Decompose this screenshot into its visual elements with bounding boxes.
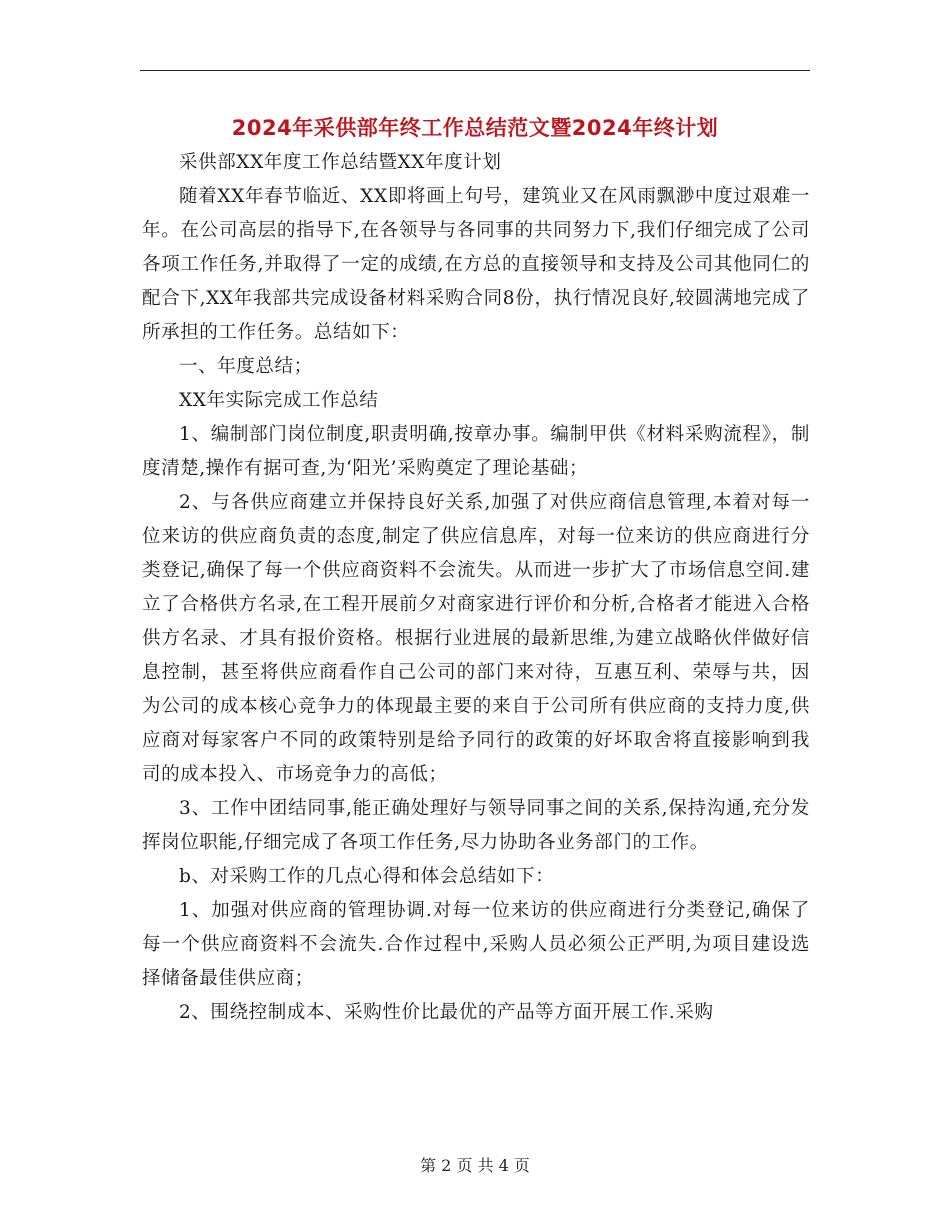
- paragraph: 3、工作中团结同事,能正确处理好与领导同事之间的关系,保持沟通,充分发挥岗位职能,仔细完成了各项工作任务,尽力协助各业务部门的工作。: [142, 798, 810, 853]
- paragraph: 2、围绕控制成本、采购性价比最优的产品等方面开展工作.采购: [179, 1002, 714, 1023]
- header-rule: [140, 70, 810, 71]
- section-heading: 一、年度总结；: [179, 356, 313, 377]
- document-title: 2024年采供部年终工作总结范文暨2024年终计划: [231, 116, 719, 140]
- page-number: 第 2 页 共 4 页: [420, 1156, 530, 1175]
- paragraph: 采供部XX年度工作总结暨XX年度计划: [179, 152, 502, 173]
- subsection-heading: b、对采购工作的几点心得和体会总结如下：: [179, 866, 555, 887]
- document-body: [142, 146, 810, 1030]
- paragraph: 2、与各供应商建立并保持良好关系,加强了对供应商信息管理,本着对每一位来访的供应商负责的态度,制定了供应信息库，对每一位来访的供应商进行分类登记,确保了每一个供应商资料不会流失。从而进一步扩大了市场信息空间.建立了合格供方名录,在工程开展前夕对商家进行评价和分析,合格者才能进入合格供方名录、才具有报价资格。根据行业进展的最新思维,为建立战略伙伴做好信息控制，甚至将供应商看作自己公司的部门来对待，互惠互利、荣辱与共，因为公司的成本核心竞争力的体现最主要的来自于公司所有供应商的支持力度,供应商对每家客户不同的政策特别是给予同行的政策的好坏取舍将直接影响到我司的成本投入、市场竞争力的高低；: [142, 492, 810, 785]
- subsection-heading: XX年实际完成工作总结: [179, 390, 379, 411]
- paragraph: 随着XX年春节临近、XX即将画上句号，建筑业又在风雨飘渺中度过艰难一年。在公司高层的指导下,在各领导与各同事的共同努力下,我们仔细完成了公司各项工作任务,并取得了一定的成绩,在方总的直接领导和支持及公司其他同仁的配合下,XX年我部共完成设备材料采购合同8份，执行情况良好,较圆满地完成了所承担的工作任务。总结如下：: [142, 186, 810, 343]
- paragraph: 1、编制部门岗位制度,职责明确,按章办事。编制甲供《材料采购流程》，制度清楚,操作有据可查,为‘阳光’采购奠定了理论基础；: [142, 424, 810, 479]
- paragraph: 1、加强对供应商的管理协调.对每一位来访的供应商进行分类登记,确保了每一个供应商资料不会流失.合作过程中,采购人员必须公正严明,为项目建设选择储备最佳供应商；: [142, 900, 810, 989]
